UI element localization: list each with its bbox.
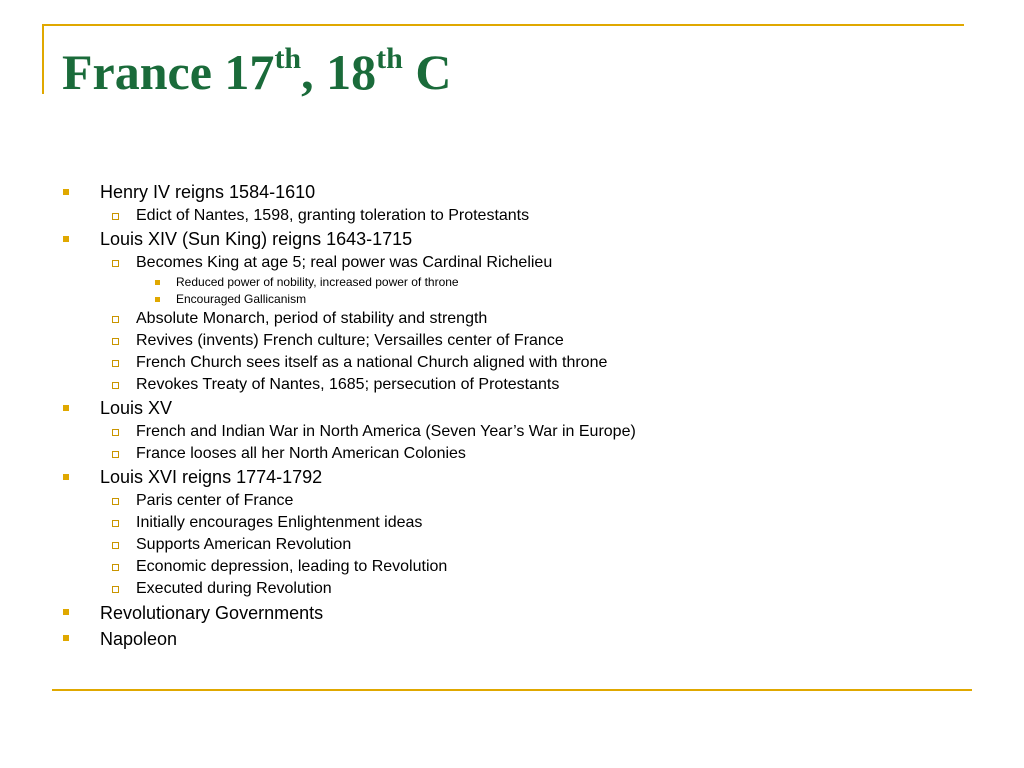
hollow-square-bullet-icon bbox=[112, 213, 119, 220]
hollow-square-bullet-icon bbox=[112, 360, 119, 367]
sub-bullet-text: Paris center of France bbox=[136, 492, 294, 509]
bullet-item bbox=[62, 180, 962, 227]
bullet-item bbox=[62, 227, 962, 396]
bullet-item bbox=[62, 465, 962, 600]
hollow-square-bullet-icon bbox=[112, 520, 119, 527]
sub-bullet-text: Supports American Revolution bbox=[136, 536, 352, 553]
square-bullet-icon bbox=[63, 189, 69, 195]
square-bullet-icon bbox=[63, 635, 69, 641]
title-superscript-1: th bbox=[274, 42, 302, 75]
sub-bullet-text: Revives (invents) French culture; Versailles center of France bbox=[136, 332, 564, 349]
hollow-square-bullet-icon bbox=[112, 338, 119, 345]
sub-bullet-item bbox=[99, 330, 962, 352]
sub-bullet-text: Initially encourages Enlightenment ideas bbox=[136, 514, 423, 531]
sub-bullet-text: Becomes King at age 5; real power was Cardinal Richelieu bbox=[136, 254, 553, 271]
bullet-list bbox=[62, 180, 962, 652]
slide-title bbox=[62, 38, 451, 106]
bullet-item bbox=[62, 396, 962, 465]
bullet-text: Revolutionary Governments bbox=[100, 603, 324, 623]
sub-bullet-item bbox=[99, 556, 962, 578]
sub-bullet-list bbox=[100, 421, 962, 465]
title-suffix: C bbox=[402, 44, 452, 100]
sub-bullet-item bbox=[99, 578, 962, 600]
square-bullet-icon bbox=[63, 236, 69, 242]
frame-bottom-rule bbox=[52, 689, 972, 691]
sub-bullet-item bbox=[99, 205, 962, 227]
title-superscript-2: th bbox=[376, 42, 403, 75]
bullet-text: Henry IV reigns 1584-1610 bbox=[100, 182, 316, 202]
sub-bullet-text: Edict of Nantes, 1598, granting toleration to Protestants bbox=[136, 207, 530, 224]
sub-bullet-list bbox=[100, 490, 962, 600]
frame-left-rule bbox=[42, 24, 44, 94]
title-separator: , 18 bbox=[301, 44, 377, 100]
hollow-square-bullet-icon bbox=[112, 382, 119, 389]
sub-bullet-item bbox=[99, 443, 962, 465]
bullet-text: Napoleon bbox=[100, 629, 178, 649]
hollow-square-bullet-icon bbox=[112, 429, 119, 436]
hollow-square-bullet-icon bbox=[112, 260, 119, 267]
sub-bullet-text: France looses all her North American Colonies bbox=[136, 445, 466, 462]
sub-bullet-list bbox=[100, 252, 962, 396]
frame-top-rule bbox=[42, 24, 964, 26]
sub-sub-bullet-text: Reduced power of nobility, increased power of throne bbox=[176, 275, 459, 289]
sub-bullet-item bbox=[99, 252, 962, 308]
square-bullet-icon bbox=[63, 405, 69, 411]
sub-bullet-text: French Church sees itself as a national Church aligned with throne bbox=[136, 354, 608, 371]
square-bullet-icon bbox=[63, 609, 69, 615]
sub-sub-bullet-list bbox=[136, 274, 962, 308]
sub-bullet-text: Executed during Revolution bbox=[136, 580, 332, 597]
small-square-bullet-icon bbox=[155, 297, 160, 302]
sub-bullet-text: French and Indian War in North America (Seven Year’s War in Europe) bbox=[136, 423, 636, 440]
sub-sub-bullet-item bbox=[138, 274, 962, 291]
bullet-text: Louis XIV (Sun King) reigns 1643-1715 bbox=[100, 229, 413, 249]
small-square-bullet-icon bbox=[155, 280, 160, 285]
hollow-square-bullet-icon bbox=[112, 316, 119, 323]
sub-bullet-item bbox=[99, 512, 962, 534]
slide-body bbox=[62, 180, 962, 652]
hollow-square-bullet-icon bbox=[112, 542, 119, 549]
sub-bullet-item bbox=[99, 534, 962, 556]
sub-sub-bullet-text: Encouraged Gallicanism bbox=[176, 292, 307, 306]
hollow-square-bullet-icon bbox=[112, 451, 119, 458]
bullet-text: Louis XV bbox=[100, 398, 173, 418]
sub-bullet-item bbox=[99, 421, 962, 443]
hollow-square-bullet-icon bbox=[112, 564, 119, 571]
bullet-item bbox=[62, 626, 962, 652]
sub-bullet-list bbox=[100, 205, 962, 227]
square-bullet-icon bbox=[63, 474, 69, 480]
sub-bullet-item bbox=[99, 308, 962, 330]
hollow-square-bullet-icon bbox=[112, 586, 119, 593]
sub-sub-bullet-item bbox=[138, 291, 962, 308]
bullet-item bbox=[62, 600, 962, 626]
title-main: France 17 bbox=[62, 44, 275, 100]
sub-bullet-item bbox=[99, 352, 962, 374]
sub-bullet-text: Economic depression, leading to Revolution bbox=[136, 558, 448, 575]
sub-bullet-item bbox=[99, 490, 962, 512]
bullet-text: Louis XVI reigns 1774-1792 bbox=[100, 467, 323, 487]
sub-bullet-item bbox=[99, 374, 962, 396]
hollow-square-bullet-icon bbox=[112, 498, 119, 505]
sub-bullet-text: Revokes Treaty of Nantes, 1685; persecution of Protestants bbox=[136, 376, 560, 393]
sub-bullet-text: Absolute Monarch, period of stability and strength bbox=[136, 310, 488, 327]
